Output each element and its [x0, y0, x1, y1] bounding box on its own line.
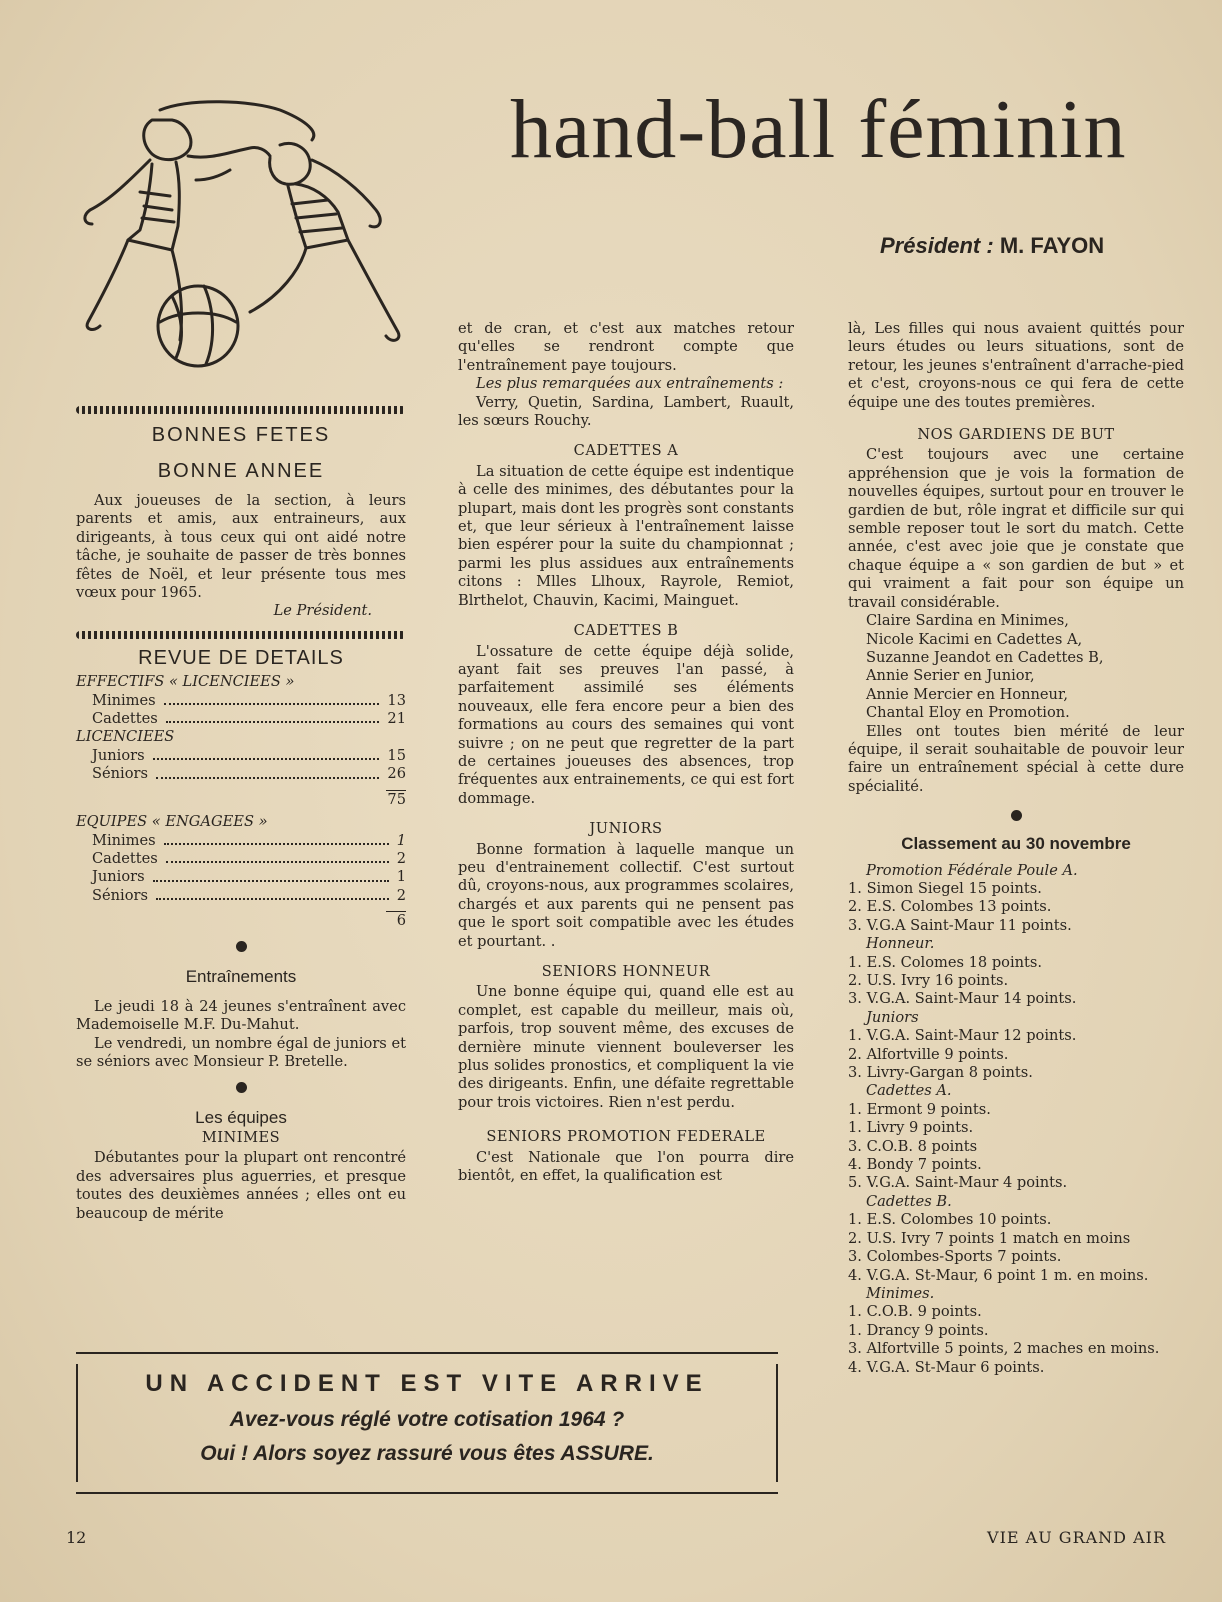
stat-value: 2 — [396, 886, 406, 904]
ranking-row: 1. Simon Siegel 15 points. — [848, 879, 1042, 897]
stat-value: 21 — [387, 710, 406, 728]
seniors-promo-heading: SENIORS PROMOTION FEDERALE — [486, 1128, 766, 1146]
gardiens-list — [848, 612, 1184, 722]
stat-row — [76, 710, 406, 728]
wavy-divider — [76, 406, 406, 414]
ranking-row: 3. C.O.B. 8 points — [848, 1137, 978, 1155]
ranking-category: Juniors — [866, 1008, 919, 1026]
stat-value: 13 — [387, 691, 406, 709]
bullet-separator — [1011, 810, 1022, 821]
ranking-row: 5. V.G.A. Saint-Maur 4 points. — [848, 1174, 1068, 1192]
equipes-section-heading: Les équipes — [195, 1107, 287, 1127]
minimes-heading: MINIMES — [201, 1128, 281, 1146]
bullet-separator — [236, 1082, 247, 1093]
list-item: Claire Sardina en Minimes, — [866, 612, 1069, 630]
ranking-row: 2. Alfortville 9 points. — [848, 1045, 1009, 1063]
wavy-divider — [76, 631, 406, 639]
gardiens-closing: Elles ont toutes bien mérité de leur équipe, il serait souhaitable de pouvoir leur faire un entraînement spécial à cette dure spécialité. — [848, 722, 1184, 795]
stat-row — [76, 868, 406, 886]
insurance-notice-box — [76, 1352, 778, 1494]
licenciees-heading: LICENCIEES — [76, 728, 175, 746]
stat-row — [76, 850, 406, 868]
ranking-row: 2. U.S. Ivry 7 points 1 match en moins — [848, 1229, 1131, 1247]
juniors-text: Bonne formation à laquelle manque un peu d'entrainement collectif. C'est surtout dû, croyons-nous, aux programmes scolaires, chargés et aux parents qui ne pensent pas que le sport soit compatible avec les études et pourtant. . — [458, 840, 794, 950]
seniors-honneur-heading: SENIORS HONNEUR — [541, 963, 711, 980]
remarquees-names: Verry, Quetin, Sardina, Lambert, Ruault, les sœurs Rouchy. — [458, 393, 794, 430]
ranking-row: 3. V.G.A Saint-Maur 11 points. — [848, 916, 1072, 934]
ranking-row: 1. E.S. Colomes 18 points. — [848, 953, 1043, 971]
article-title: hand-ball féminin — [510, 83, 1127, 176]
magazine-name: VIE AU GRAND AIR — [987, 1528, 1166, 1547]
stat-row — [76, 765, 406, 783]
ranking-row: 3. Colombes-Sports 7 points. — [848, 1248, 1062, 1266]
remarquees-label: Les plus remarquées aux entraînements : — [476, 375, 784, 393]
notice-question: Avez-vous réglé votre cotisation 1964 ? — [229, 1408, 625, 1431]
greeting-heading-1: BONNES FETES — [151, 424, 331, 446]
president-label: Président : — [880, 233, 994, 258]
signature: Le Président. — [273, 602, 372, 620]
entrainements-paragraph-1: Le jeudi 18 à 24 jeunes s'entraînent avec Mademoiselle M.F. Du-Mahut. — [76, 997, 406, 1034]
stat-row — [76, 887, 406, 905]
list-item: Annie Mercier en Honneur, — [866, 685, 1068, 703]
ranking-row: 1. Ermont 9 points. — [848, 1100, 991, 1118]
seniors-honneur-text: Une bonne équipe qui, quand elle est au complet, est capable du meilleur, mais où, parfois, trop souvent même, des excuses de dernière minute viennent bouleverser les plus solides pronostics, et compliquent la vie des dirigeants. Enfin, une défaite regrettable pour trois victoires. Rien n'est perdu. — [458, 983, 794, 1111]
handball-players-illustration — [80, 100, 410, 390]
rankings — [848, 862, 1184, 1377]
ranking-category: Honneur. — [866, 935, 935, 953]
column-1 — [76, 400, 406, 1223]
list-item: Suzanne Jeandot en Cadettes B, — [866, 648, 1104, 666]
ranking-row: 3. V.G.A. Saint-Maur 14 points. — [848, 990, 1077, 1008]
equipes-total: 6 — [386, 911, 406, 930]
paragraph: et de cran, et c'est aux matches retour qu'elles se rendront compte que l'entraînement paye toujours. — [458, 320, 794, 374]
ranking-row: 2. U.S. Ivry 16 points. — [848, 972, 1009, 989]
stat-row — [76, 747, 406, 765]
ranking-category: Cadettes A. — [866, 1082, 952, 1100]
paragraph: là, Les filles qui nous avaient quittés pour leurs études ou leurs situations, sont de retour, les jeunes s'entraînent d'arrache-pied et c'est, croyons-nous ce qui fera de cette équipe une des toutes premières. — [848, 320, 1184, 411]
ranking-row: 3. Livry-Gargan 8 points. — [848, 1064, 1033, 1082]
entrainements-paragraph-2: Le vendredi, un nombre égal de juniors et se séniors avec Monsieur P. Bretelle. — [76, 1034, 406, 1071]
cadettes-a-heading: CADETTES A — [573, 442, 679, 460]
ranking-row: 1. Livry 9 points. — [848, 1119, 974, 1137]
juniors-heading: JUNIORS — [589, 820, 663, 838]
ranking-row: 4. V.G.A. St-Maur 6 points. — [848, 1358, 1045, 1376]
page-number: 12 — [66, 1528, 87, 1547]
list-item: Chantal Eloy en Promotion. — [866, 704, 1070, 722]
notice-headline: UN ACCIDENT EST VITE ARRIVE — [145, 1370, 709, 1397]
ranking-row: 1. V.G.A. Saint-Maur 12 points. — [848, 1027, 1077, 1045]
stat-row — [76, 832, 406, 850]
stat-value: 15 — [387, 746, 406, 764]
stat-label: Juniors — [92, 746, 145, 764]
list-item: Annie Serier en Junior, — [866, 667, 1035, 685]
greeting-text: Aux joueuses de la section, à leurs parents et amis, aux entraineurs, aux dirigeants, à tous ceux qui ont aidé notre tâche, je souhaite de passer de très bonnes fêtes de Noël, et leur présente tous mes vœux pour 1965. — [76, 492, 406, 602]
revue-heading: REVUE DE DETAILS — [138, 646, 344, 669]
cadettes-b-text: L'ossature de cette équipe déjà solide, ayant fait ses preuves l'an passé, à parfaitement assimilé ses éléments nouveaux, elle fera encore peur a bien des formations au cours des semaines qui vont suivre ; on ne peut que regretter de la part de certaines joueuses des absences, trop fréquentes aux entrainements, ce qui est fort dommage. — [458, 642, 794, 807]
greeting-heading-2: BONNE ANNEE — [157, 460, 325, 482]
ranking-row: 1. C.O.B. 9 points. — [848, 1303, 982, 1321]
ranking-category: Promotion Fédérale Poule A. — [866, 861, 1078, 879]
column-3 — [848, 320, 1184, 1377]
president-name: M. FAYON — [999, 233, 1105, 258]
classement-heading: Classement au 30 novembre — [901, 834, 1131, 854]
stat-label: Juniors — [92, 868, 145, 886]
seniors-promo-text: C'est Nationale que l'on pourra dire bientôt, en effet, la qualification est — [458, 1148, 794, 1185]
stat-label: Cadettes — [92, 710, 158, 728]
minimes-text: Débutantes pour la plupart ont rencontré des adversaires plus aguerries, et presque toutes des deuxièmes années ; elles ont eu beaucoup de mérite — [76, 1149, 406, 1222]
equipes-heading: EQUIPES « ENGAGEES » — [76, 813, 268, 831]
entrainements-heading: Entraînements — [185, 966, 297, 986]
president-line — [880, 233, 1104, 259]
ranking-row: 1. E.S. Colombes 10 points. — [848, 1211, 1052, 1229]
stat-label: Cadettes — [92, 849, 158, 867]
column-2 — [458, 320, 794, 1185]
stat-value: 1 — [396, 831, 406, 849]
effectifs-total: 75 — [387, 790, 406, 808]
stat-label: Minimes — [92, 831, 156, 849]
cadettes-b-heading: CADETTES B — [573, 622, 679, 640]
stat-label: Séniors — [92, 886, 148, 904]
ranking-row: 2. E.S. Colombes 13 points. — [848, 898, 1052, 916]
stat-label: Séniors — [92, 765, 148, 783]
stat-row — [76, 692, 406, 710]
effectifs-heading: EFFECTIFS « LICENCIEES » — [76, 673, 295, 691]
gardiens-heading: NOS GARDIENS DE BUT — [917, 426, 1115, 444]
ranking-row: 3. Alfortville 5 points, 2 maches en moins. — [848, 1340, 1160, 1358]
bullet-separator — [236, 941, 247, 952]
cadettes-a-text: La situation de cette équipe est indentique à celle des minimes, des débutantes pour la plupart, mais dont les progrès sont constants et, que leur sérieux à l'entraînement laisse bien espérer pour la suite du championnat ; parmi les plus assidues aux entraînements citons : Mlles Llhoux, Rayrole, Remiot, Blrthelot, Chauvin, Kacimi, Mainguet. — [458, 462, 794, 609]
stat-value: 26 — [387, 765, 406, 783]
list-item: Nicole Kacimi en Cadettes A, — [866, 630, 1083, 648]
stat-value: 1 — [396, 868, 406, 886]
ranking-category: Minimes. — [866, 1284, 935, 1302]
ranking-row: 1. Drancy 9 points. — [848, 1321, 989, 1339]
notice-answer: Oui ! Alors soyez rassuré vous êtes ASSURE. — [200, 1442, 654, 1465]
ranking-row: 4. Bondy 7 points. — [848, 1156, 982, 1174]
stat-value: 2 — [396, 849, 406, 867]
ranking-category: Cadettes B. — [866, 1192, 952, 1210]
ranking-row: 4. V.G.A. St-Maur, 6 point 1 m. en moins. — [848, 1266, 1149, 1284]
gardiens-text: C'est toujours avec une certaine appréhension que je vois la formation de nouvelles équipes, surtout pour en trouver le gardien de but, rôle ingrat et difficile sur qui semble reposer tout le sort du match. Cette année, c'est avec joie que je constate que chaque équipe a « son gardien de but » et qui vraiment a fait pour son équipe un travail considérable. — [848, 446, 1184, 611]
stat-label: Minimes — [92, 691, 156, 709]
